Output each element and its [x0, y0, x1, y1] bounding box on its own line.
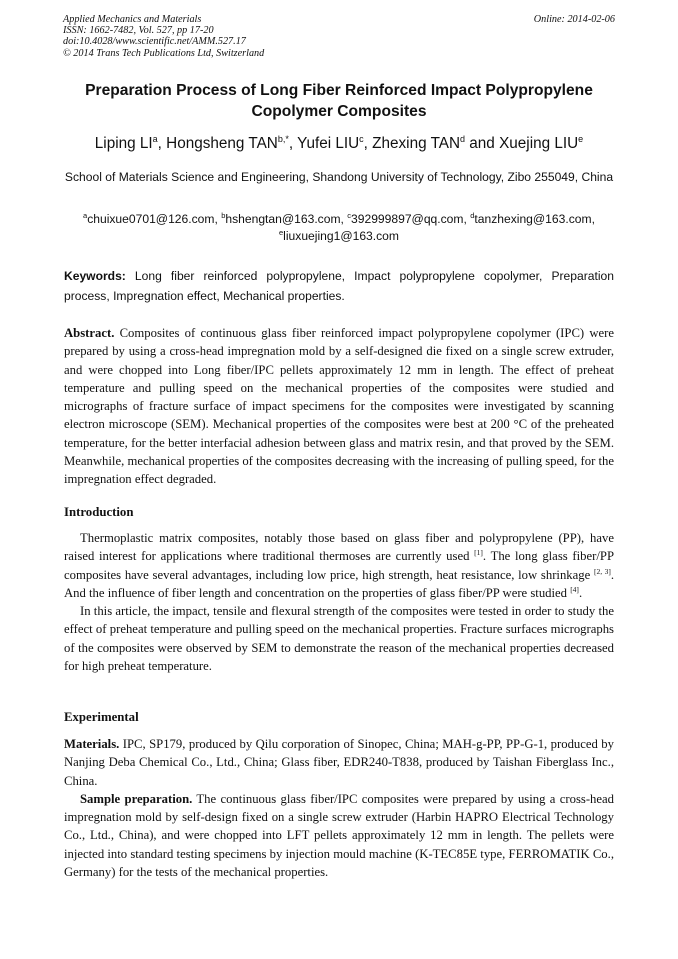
keywords-text: Long fiber reinforced polypropylene, Impact polypropylene copolymer, Preparation process, Impregnation effect, Mechanical properties.	[64, 269, 614, 303]
author-mark: b,*	[277, 134, 289, 144]
author-mark: a	[152, 134, 158, 144]
affiliation: School of Materials Science and Engineering, Shandong University of Technology, Zibo 255049, China	[64, 170, 614, 184]
introduction-body	[64, 529, 614, 675]
copyright-line: © 2014 Trans Tech Publications Ltd, Switzerland	[63, 47, 265, 59]
sample-text: The continuous glass fiber/IPC composites were prepared by using a cross-head impregnation mold by self-design fixed on a single screw extruder (Harbin HAPRO Electrical Technology Co., Ltd., China), and were chopped into LFT pellets approximately 12 mm in length. The pellets were injected into standard testing specimens by injection mould machine (K-TEC85E type, FERROMATIK Co., Germany) for the tests of the mechanical properties.	[64, 791, 614, 880]
sample-label: Sample preparation.	[80, 791, 193, 806]
experimental-heading: Experimental	[64, 710, 139, 724]
keywords-label: Keywords:	[64, 269, 126, 283]
author-name: Liping LI	[94, 135, 153, 152]
author-name: Zhexing TAN	[372, 135, 461, 152]
author-mark: e	[578, 134, 584, 144]
citation[interactable]: [1]	[474, 548, 483, 558]
author-name: Hongsheng TAN	[166, 135, 278, 152]
email-mark: b	[221, 211, 226, 220]
journal-header	[63, 14, 615, 59]
doi-line[interactable]: doi:10.4028/www.scientific.net/AMM.527.17	[63, 36, 246, 48]
email-link[interactable]: hshengtan@163.com	[225, 212, 341, 226]
paper-title: Preparation Process of Long Fiber Reinforced Impact Polypropylene Copolymer Composites	[85, 82, 593, 120]
email-mark: c	[347, 211, 352, 220]
experimental-body	[64, 735, 614, 881]
online-date: Online: 2014-02-06	[533, 14, 615, 25]
email-link[interactable]: 392999897@qq.com	[351, 212, 464, 226]
intro-text: . And the influence of fiber length and concentration on the properties of glass fiber/PP were studied	[64, 567, 614, 600]
abstract	[64, 324, 614, 489]
issn-line: ISSN: 1662-7482, Vol. 527, pp 17-20	[63, 25, 214, 37]
intro-text: .	[578, 585, 583, 600]
materials-label: Materials.	[64, 737, 120, 751]
author-name: Yufei LIU	[297, 135, 360, 152]
keywords	[64, 267, 614, 306]
author-mark: d	[460, 134, 466, 144]
author-mark: c	[359, 134, 364, 144]
author-name: Xuejing LIU	[499, 135, 579, 152]
abstract-label: Abstract.	[64, 326, 115, 340]
introduction-heading: Introduction	[64, 505, 134, 519]
email-mark: d	[470, 211, 475, 220]
citation[interactable]: [4]	[570, 584, 579, 594]
intro-text: Thermoplastic matrix composites, notably those based on glass fiber and polypropylene (PP), have raised interest for applications where traditional thermoses are currently used	[64, 531, 614, 564]
citation[interactable]: [2, 3]	[594, 566, 611, 576]
materials-paragraph	[64, 735, 614, 790]
email-list: $^a$chuixue0701@126.com, $^b$hshengtan@163.com, $^c$392999897@qq.com, $^d$tanzhexing@163.com, $^e$liuxuejing1@163.com	[83, 211, 595, 243]
abstract-text: Composites of continuous glass fiber reinforced impact polypropylene copolymer (IPC) were prepared by using a cross-head impregnation mold by a self-designed die fixed on a single screw extruder, and were chopped into Long fiber/IPC pellets approximately 12 mm in length. The effect of preheat temperature and pulling speed on the mechanical properties of the composites were studied and micrographs of fracture surface of impact specimens for the composites were investigated by scanning electron microscope (SEM). Mechanical properties of the composites were best at 200 °C of the preheated temperature, for the better interfacial adhesion between glass and matrix resin, and that proved by the SEM. Meanwhile, mechanical properties of the composites decreasing with the increasing of pulling speed, for the impregnation effect degraded.	[64, 326, 614, 487]
email-link[interactable]: liuxuejing1@163.com	[283, 229, 399, 243]
email-link[interactable]: tanzhexing@163.com	[474, 212, 592, 226]
intro-paragraph-1	[64, 529, 614, 602]
materials-text: IPC, SP179, produced by Qilu corporation of Sinopec, China; MAH-g-PP, PP-G-1, produced by Nanjing Deba Chemical Co., Ltd., China; Glass fiber, EDR240-T838, produced by Taishan Fiberglass Inc., China.	[64, 737, 614, 788]
sample-paragraph	[64, 790, 614, 881]
email-mark: e	[279, 228, 284, 237]
intro-paragraph-2: In this article, the impact, tensile and flexural strength of the composites were tested in order to study the effect of preheat temperature and pulling speed on the mechanical properties. Fracture surfaces micrographs of the composites were observed by SEM to demonstrate the reason of the mechanical properties decreased for high preheat temperature.	[64, 604, 614, 674]
email-mark: a	[83, 211, 88, 220]
email-link[interactable]: chuixue0701@126.com	[87, 212, 215, 226]
journal-name: Applied Mechanics and Materials	[63, 14, 202, 25]
author-list: Liping $LI^a$, Hongsheng $TAN^{b,*}$, Yufei LIU$^c$, Zhexing TAN$^d$ and Xuejing LIU$^e$	[94, 134, 584, 152]
intro-text: . The long glass fiber/PP composites have several advantages, including low price, high strength, heat resistance, low shrinkage	[64, 549, 615, 582]
